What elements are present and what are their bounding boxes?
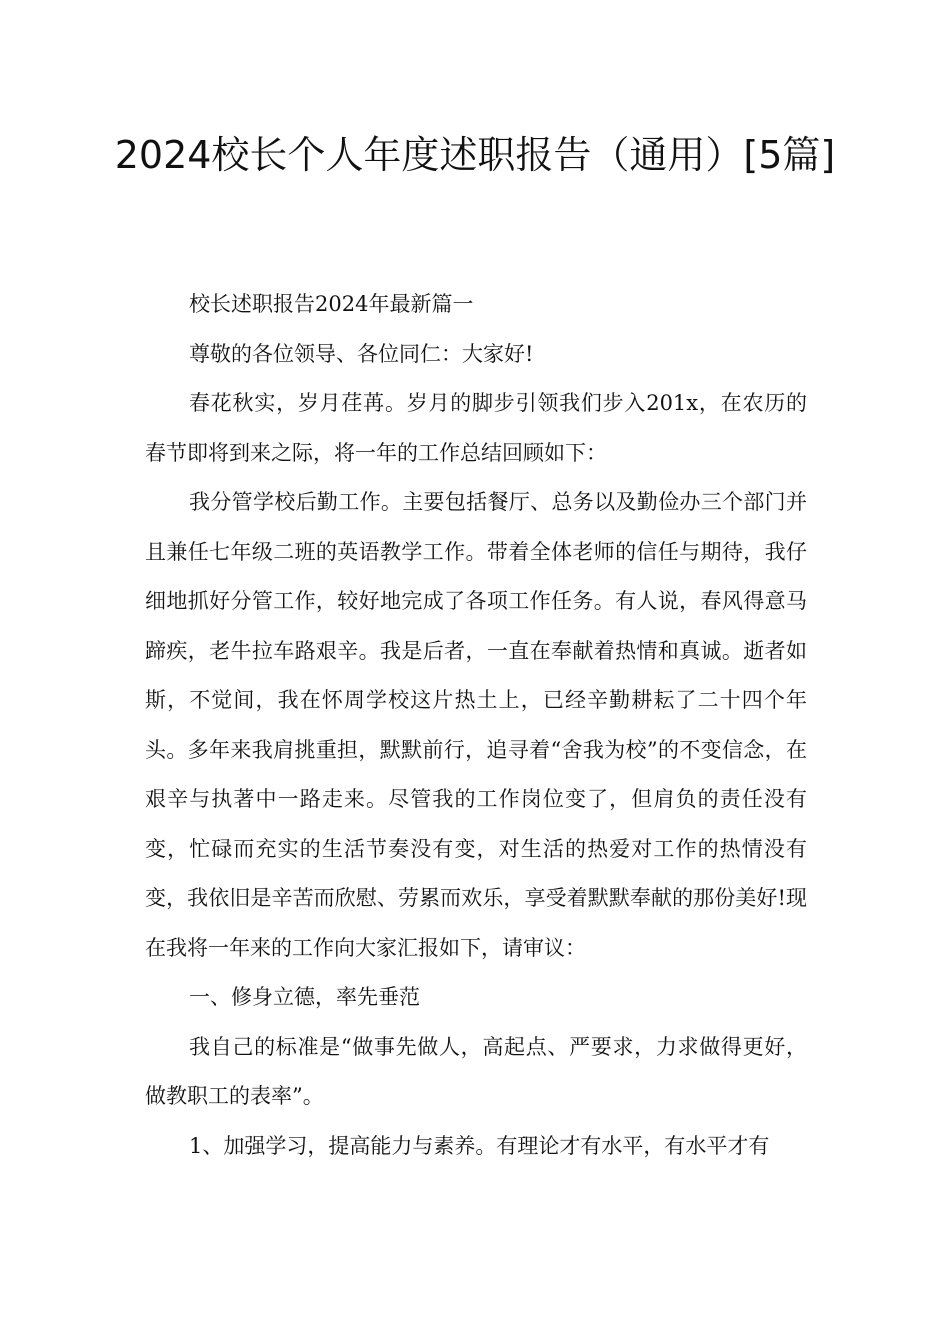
section-heading: 校长述职报告2024年最新篇一 (189, 292, 474, 316)
salutation: 尊敬的各位领导、各位同仁：大家好! (189, 341, 534, 366)
body-paragraph: 1、加强学习，提高能力与素养。有理论才有水平，有水平才有 (189, 1133, 770, 1158)
body-paragraph: 春花秋实，岁月荏苒。岁月的脚步引领我们步入201x，在农历的春节即将到来之际，将一年的工作总结回顾如下： (145, 391, 807, 465)
body-paragraph: 我自己的标准是“做事先做人，高起点、严要求，力求做得更好，做教职工的表率”。 (145, 1034, 807, 1108)
document-body (145, 280, 807, 1171)
document-title: 2024校长个人年度述职报告（通用）[5篇] (114, 133, 836, 177)
subsection-heading: 一、修身立德，率先垂范 (189, 985, 420, 1009)
body-paragraph: 我分管学校后勤工作。主要包括餐厅、总务以及勤俭办三个部门并且兼任七年级二班的英语教学工作。带着全体老师的信任与期待，我仔细地抓好分管工作，较好地完成了各项工作任务。有人说，春风得意马蹄疾，老牛拉车路艰辛。我是后者，一直在奉献着热情和真诚。逝者如斯，不觉间，我在怀周学校这片热土上，已经辛勤耕耘了二十四个年头。多年来我肩挑重担，默默前行，追寻着“舍我为校”的不变信念，在艰辛与执著中一路走来。尽管我的工作岗位变了，但肩负的责任没有变，忙碌而充实的生活节奏没有变，对生活的热爱对工作的热情没有变，我依旧是辛苦而欣慰、劳累而欢乐，享受着默默奉献的那份美好!现在我将一年来的工作向大家汇报如下，请审议： (145, 490, 807, 960)
